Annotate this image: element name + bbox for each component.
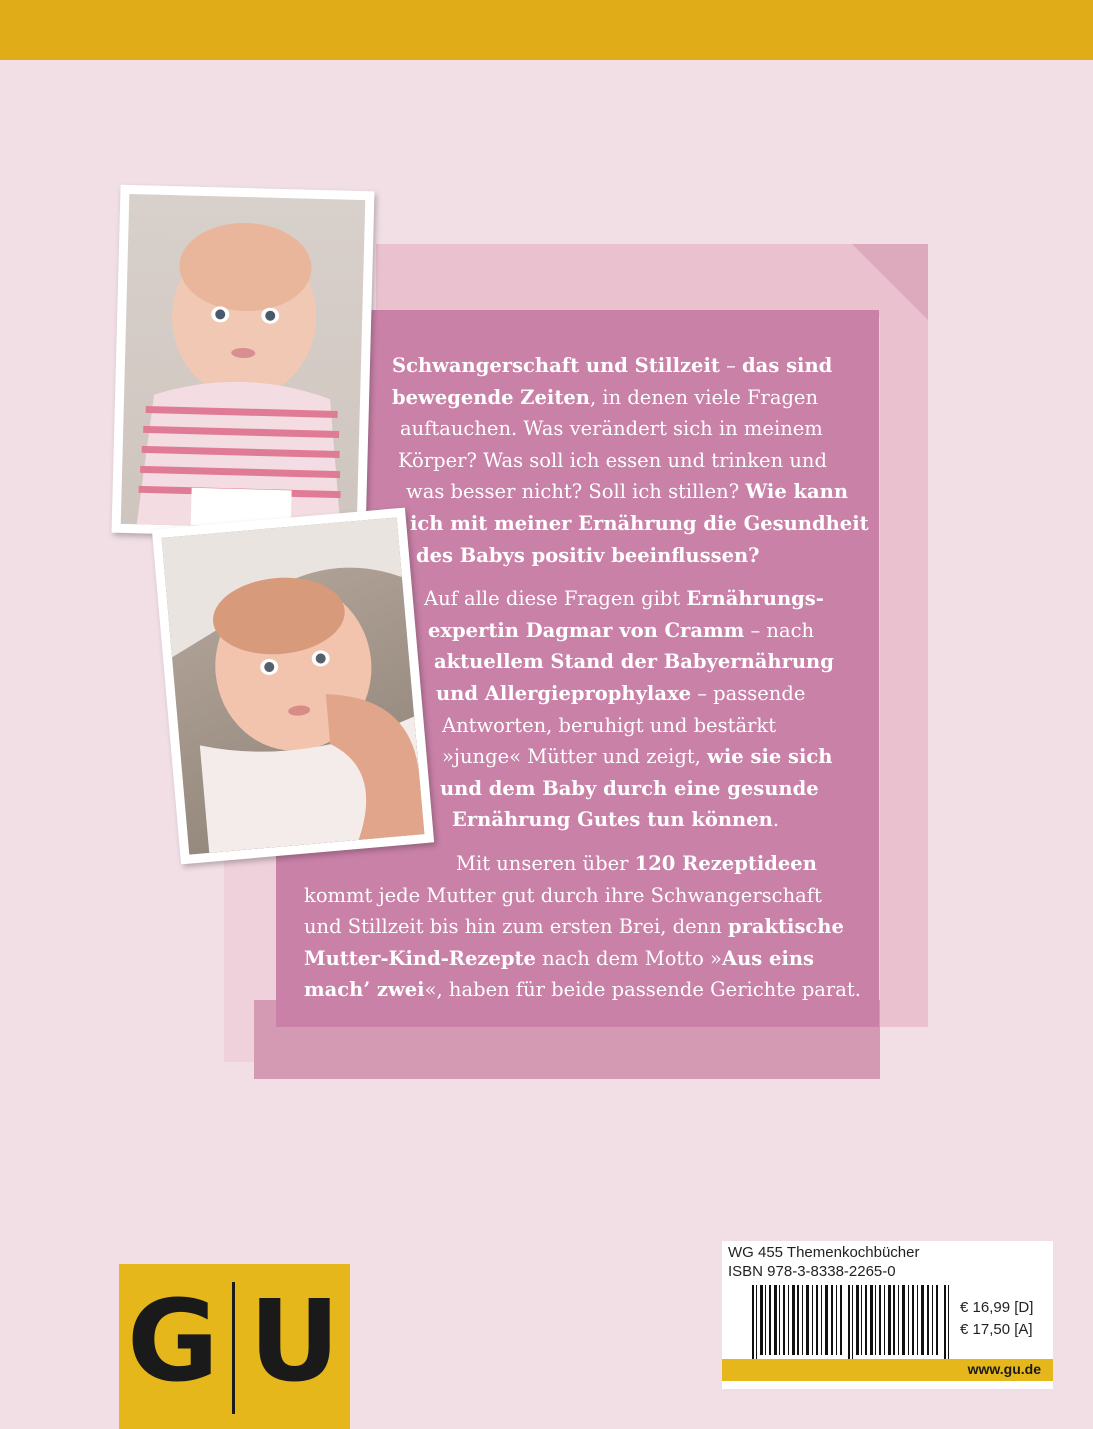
text-bold: Ernährung Gutes tun können bbox=[452, 808, 773, 832]
folded-corner bbox=[852, 244, 928, 320]
category-text: WG 455 Themenkochbücher bbox=[728, 1244, 920, 1261]
text-bold: Schwangerschaft und Stillzeit bbox=[392, 354, 720, 377]
text-bold: Aus eins bbox=[721, 946, 815, 970]
photo-frame-1 bbox=[111, 185, 374, 540]
text: «, haben für beide passende Gerichte parat. bbox=[424, 978, 861, 1002]
text-bold: mach’ zwei bbox=[304, 978, 425, 1002]
text: Antworten, beruhigt und bestärkt bbox=[442, 713, 777, 737]
top-color-bar bbox=[0, 0, 1093, 60]
barcode-icon bbox=[752, 1285, 952, 1359]
isbn-text: ISBN 978-3-8338-2265-0 bbox=[728, 1263, 896, 1280]
text: – passende bbox=[691, 681, 806, 705]
text-bold: 120 Rezeptideen bbox=[634, 851, 817, 875]
text: was besser nicht? Soll ich stillen? bbox=[406, 480, 746, 504]
text-bold: praktische bbox=[727, 915, 844, 939]
text: und Stillzeit bis hin zum ersten Brei, denn bbox=[304, 915, 728, 939]
text: Mit unseren über bbox=[456, 851, 635, 875]
gu-logo bbox=[119, 1264, 350, 1429]
text-bold: bewegende Zeiten bbox=[392, 385, 590, 409]
text-bold: des Babys positiv beeinflussen? bbox=[416, 543, 760, 567]
photo-frame-2 bbox=[152, 508, 434, 865]
text: , in denen viele Fragen bbox=[589, 385, 819, 409]
text-bold: expertin Dagmar von Cramm bbox=[428, 618, 745, 642]
logo-divider bbox=[232, 1282, 235, 1414]
price-germany: € 16,99 [D] bbox=[960, 1299, 1034, 1316]
text-bold: Wie kann bbox=[745, 480, 849, 504]
website-url[interactable]: www.gu.de bbox=[967, 1361, 1041, 1377]
text: »junge« Mütter und zeigt, bbox=[442, 745, 708, 769]
text-bold: und dem Baby durch eine gesunde bbox=[440, 776, 819, 800]
text: auftauchen. Was verändert sich in meinem bbox=[400, 417, 823, 441]
url-bar bbox=[722, 1359, 1053, 1381]
text-bold: Mutter-Kind-Rezepte bbox=[304, 946, 536, 970]
text: Auf alle diese Fragen gibt bbox=[424, 587, 687, 611]
baby-striped-illustration bbox=[121, 194, 366, 530]
isbn-label bbox=[722, 1241, 1053, 1389]
text-bold: das sind bbox=[742, 354, 833, 377]
text-bold: Ernährungs- bbox=[686, 587, 824, 611]
text-bold: und Allergieprophylaxe bbox=[436, 681, 691, 705]
text: – bbox=[719, 354, 743, 377]
baby-photo-2 bbox=[162, 517, 425, 854]
baby-on-arm-illustration bbox=[162, 517, 425, 854]
price-austria: € 17,50 [A] bbox=[960, 1321, 1033, 1338]
baby-photo-1 bbox=[121, 194, 366, 530]
text: nach dem Motto » bbox=[535, 946, 722, 970]
text: – nach bbox=[744, 618, 815, 642]
text-bold: aktuellem Stand der Babyernährung bbox=[434, 650, 834, 674]
logo-letter-g: G bbox=[127, 1277, 221, 1407]
paragraph-3 bbox=[300, 848, 860, 1006]
text: Körper? Was soll ich essen und trinken und bbox=[398, 448, 827, 472]
text-bold: wie sie sich bbox=[707, 745, 833, 769]
text-bold: ich mit meiner Ernährung die Gesundheit bbox=[410, 511, 869, 535]
text: . bbox=[772, 808, 780, 832]
logo-letter-u: U bbox=[248, 1277, 342, 1407]
text: kommt jede Mutter gut durch ihre Schwangerschaft bbox=[304, 883, 822, 907]
